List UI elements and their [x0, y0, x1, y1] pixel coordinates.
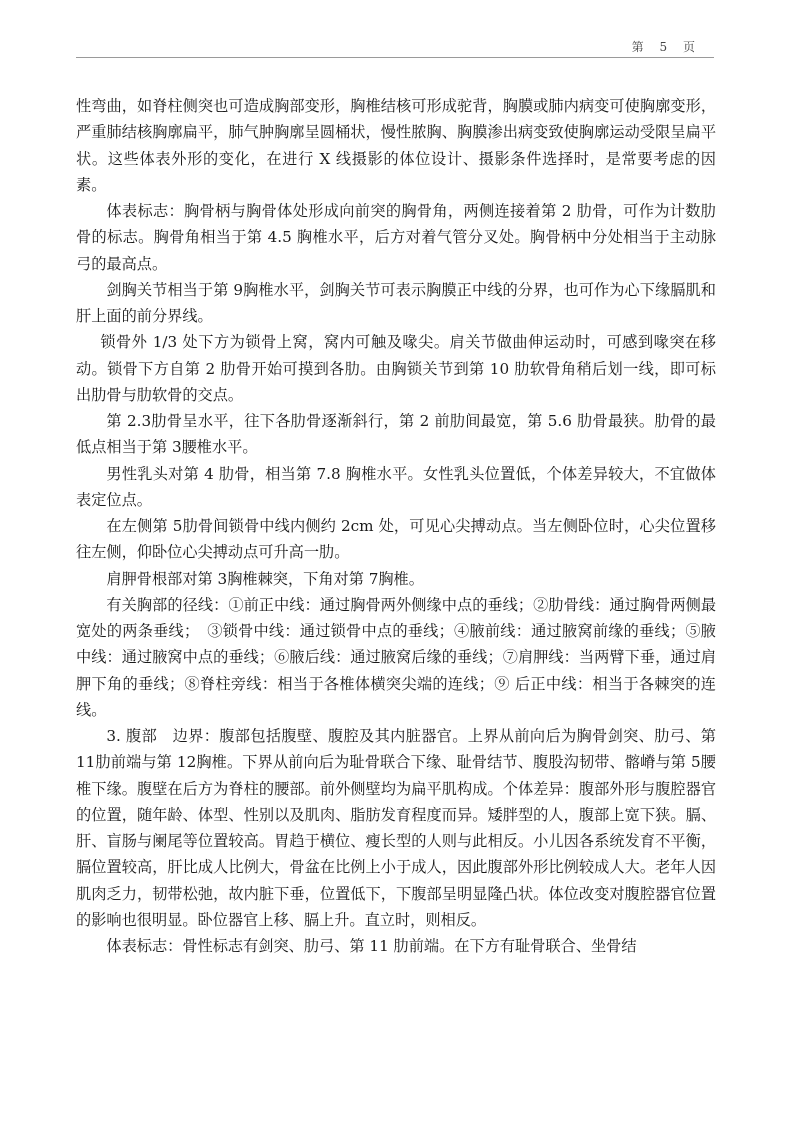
header-divider — [76, 57, 714, 58]
paragraph-ribs: 第 2.3肋骨呈水平，往下各肋骨逐渐斜行，第 2 前肋间最宽，第 5.6 肋骨最狭。肋骨的最低点相当于第 3腰椎水平。 — [76, 412, 716, 457]
page-label-prefix: 第 — [631, 40, 648, 54]
paragraph-xiphisternal-joint: 剑胸关节相当于第 9胸椎水平，剑胸关节可表示胸膜正中线的分界，也可作为心下缘膈肌和肝上面的前分界线。 — [76, 280, 716, 325]
paragraph-apex-beat: 在左侧第 5肋骨间锁骨中线内侧约 2cm 处，可见心尖搏动点。当左侧卧位时，心尖位置移往左侧，仰卧位心尖搏动点可升高一肋。 — [76, 517, 716, 562]
paragraph-chest-landmarks: 体表标志：胸骨柄与胸骨体处形成向前突的胸骨角，两侧连接着第 2 肋骨，可作为计数肋骨的标志。胸骨角相当于第 4.5 胸椎水平，后方对着气管分叉处。胸骨柄中分处相当于主动脉弓的最高点。 — [76, 202, 716, 273]
paragraph-scapula: 肩胛骨根部对第 3胸椎棘突，下角对第 7胸椎。 — [106, 569, 424, 588]
paragraph-abdomen: 3. 腹部 边界：腹部包括腹壁、腹腔及其内脏器官。上界从前向后为胸骨剑突、肋弓、第 11肋前端与第 12胸椎。下界从前向后为耻骨联合下缘、耻骨结节、腹股沟韧带、髂嵴与第 5腰椎下缘。腹壁在后方为脊柱的腰部。前外侧壁均为扁平肌构成。个体差异：腹部外形与腹腔器官的位置，随年龄、体型、性别以及肌肉、脂肪发育程度而异。矮胖型的人，腹部上宽下狭。膈、肝、盲肠与阑尾等位置较高。胃趋于横位、瘦长型的人则与此相反。小儿因各系统发育不平衡，膈位置较高，肝比成人比例大，骨盆在比例上小于成人，因此腹部外形比例较成人大。老年人因肌肉乏力，韧带松弛，故内脏下垂，位置低下，下腹部呈明显隆凸状。体位改变对腹腔器官位置的影响也很明显。卧位器官上移、膈上升。直立时，则相反。 — [76, 727, 716, 929]
page-header — [630, 38, 701, 55]
paragraph-clavicle: 锁骨外 1/3 处下方为锁骨上窝，窝内可触及喙尖。肩关节做曲伸运动时，可感到喙突在移动。锁骨下方自第 2 肋骨开始可摸到各肋。由胸锁关节到第 10 肋软骨角稍后划一线，即可标出肋骨与肋软骨的交点。 — [76, 333, 716, 404]
paragraph-chest-lines: 有关胸部的径线：①前正中线：通过胸骨两外侧缘中点的垂线；②肋骨线：通过胸骨两侧最宽处的两条垂线； ③锁骨中线：通过锁骨中点的垂线；④腋前线：通过腋窝前缘的垂线；⑤腋中线：通过腋窝中点的垂线；⑥腋后线：通过腋窝后缘的垂线；⑦肩胛线：当两臂下垂，通过肩胛下角的垂线；⑧脊柱旁线：相当于各椎体横突尖端的连线；⑨ 后正中线：相当于各棘突的连线。 — [76, 595, 716, 719]
page-label-suffix: 页 — [682, 40, 699, 54]
paragraph-nipple: 男性乳头对第 4 肋骨，相当第 7.8 胸椎水平。女性乳头位置低，个体差异较大，不宜做体表定位点。 — [76, 464, 716, 509]
document-body — [76, 93, 716, 959]
paragraph-abdomen-landmarks: 体表标志：骨性标志有剑突、肋弓、第 11 肋前端。在下方有耻骨联合、坐骨结 — [106, 937, 637, 955]
paragraph-spine-curvature: 性弯曲，如脊柱侧突也可造成胸部变形，胸椎结核可形成驼背，胸膜或肺内病变可使胸廓变形，严重肺结核胸廓扁平，肺气肿胸廓呈圆桶状，慢性脓胸、胸膜渗出病变致使胸廓运动受限呈扁平状。这些体表外形的变化，在进行 X 线摄影的体位设计、摄影条件选择时，是常要考虑的因素。 — [76, 97, 716, 194]
page-number: 5 — [659, 40, 672, 54]
